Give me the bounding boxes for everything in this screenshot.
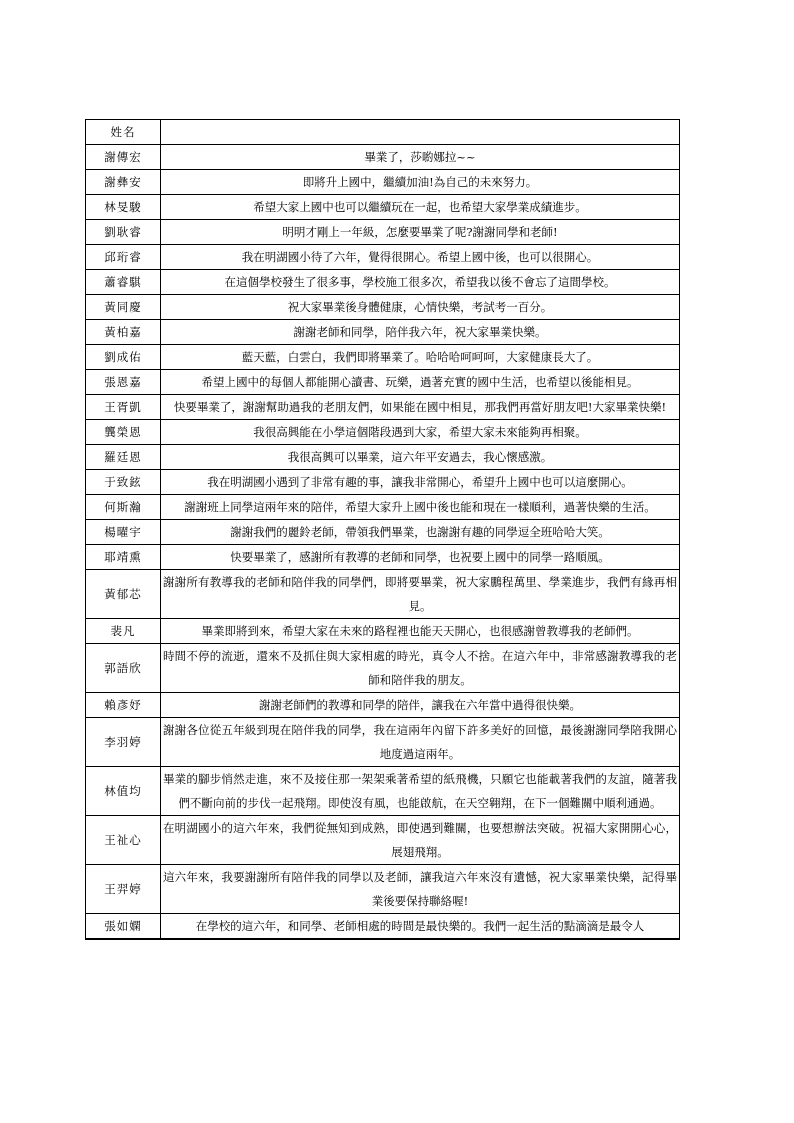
message-cell: 謝謝我們的麗鈴老師，帶領我們畢業，也謝謝有趣的同學逗全班哈哈大笑。 <box>161 520 680 545</box>
table-row <box>86 570 680 619</box>
message-cell: 畢業的腳步悄然走進，來不及接住那一架架乘著希望的紙飛機，只願它也能載著我們的友誼，隨著我們不斷向前的步伐一起飛翔。即使沒有風，也能啟航，在天空翱翔，在下一個難關中順利通過。 <box>161 767 680 816</box>
message-cell: 我在明湖國小待了六年，覺得很開心。希望上國中後，也可以很開心。 <box>161 245 680 270</box>
table-row <box>86 718 680 767</box>
student-name-cell: 黃郁芯 <box>86 570 161 619</box>
student-name-cell: 劉耿睿 <box>86 220 161 245</box>
student-name-cell: 何斯瀚 <box>86 495 161 520</box>
message-cell: 祝大家畢業後身體健康，心情快樂，考試考一百分。 <box>161 295 680 320</box>
message-cell: 快要畢業了，謝謝幫助過我的老朋友們，如果能在國中相見，那我們再當好朋友吧!大家畢業快樂! <box>161 395 680 420</box>
table-row <box>86 619 680 644</box>
message-cell: 快要畢業了，感謝所有教導的老師和同學，也祝要上國中的同學一路順風。 <box>161 545 680 570</box>
message-cell: 時間不停的流逝，還來不及抓住與大家相處的時光，真令人不捨。在這六年中，非常感謝教導我的老師和陪伴我的朋友。 <box>161 644 680 693</box>
message-cell: 即將升上國中，繼續加油!為自己的未來努力。 <box>161 170 680 195</box>
message-cell: 在學校的這六年，和同學、老師相處的時間是最快樂的。我們一起生活的點滴滴是最令人 <box>161 914 680 940</box>
table-row <box>86 420 680 445</box>
student-name-cell: 張如嫻 <box>86 914 161 940</box>
header-name-cell: 姓名 <box>86 120 161 145</box>
table-header-row <box>86 120 680 145</box>
student-name-cell: 賴彥妤 <box>86 693 161 718</box>
student-name-cell: 黃柏嘉 <box>86 320 161 345</box>
table-row <box>86 195 680 220</box>
table-row <box>86 545 680 570</box>
message-cell: 這六年來，我要謝謝所有陪伴我的同學以及老師，讓我這六年來沒有遺憾，祝大家畢業快樂，記得畢業後要保持聯絡喔! <box>161 865 680 914</box>
student-name-cell: 裴凡 <box>86 619 161 644</box>
table-row <box>86 170 680 195</box>
message-cell: 畢業了，莎喲娜拉~~ <box>161 145 680 170</box>
student-name-cell: 李羽婷 <box>86 718 161 767</box>
student-name-cell: 龔榮恩 <box>86 420 161 445</box>
student-name-cell: 黃同慶 <box>86 295 161 320</box>
message-cell: 謝謝老師們的教導和同學的陪伴，讓我在六年當中過得很快樂。 <box>161 693 680 718</box>
message-cell: 在這個學校發生了很多事，學校施工很多次，希望我以後不會忘了這間學校。 <box>161 270 680 295</box>
student-name-cell: 王祉心 <box>86 816 161 865</box>
table-row <box>86 914 680 940</box>
table-row <box>86 245 680 270</box>
student-name-cell: 耶靖熏 <box>86 545 161 570</box>
table-row <box>86 865 680 914</box>
table-row <box>86 370 680 395</box>
student-name-cell: 王羿婷 <box>86 865 161 914</box>
message-cell: 謝謝各位從五年級到現在陪伴我的同學，我在這兩年內留下許多美好的回憶，最後謝謝同學陪我開心地度過這兩年。 <box>161 718 680 767</box>
table-row <box>86 395 680 420</box>
message-cell: 我在明湖國小遇到了非常有趣的事，讓我非常開心，希望升上國中也可以這麼開心。 <box>161 470 680 495</box>
table-row <box>86 495 680 520</box>
table-row <box>86 445 680 470</box>
message-cell: 藍天藍，白雲白，我們即將畢業了。哈哈哈呵呵呵，大家健康長大了。 <box>161 345 680 370</box>
table-row <box>86 470 680 495</box>
table-row <box>86 693 680 718</box>
student-name-cell: 楊曜宇 <box>86 520 161 545</box>
messages-table <box>85 119 680 940</box>
header-message-cell <box>161 120 680 145</box>
table-row <box>86 220 680 245</box>
student-name-cell: 王胥凱 <box>86 395 161 420</box>
message-cell: 謝謝老師和同學，陪伴我六年，祝大家畢業快樂。 <box>161 320 680 345</box>
table-row <box>86 270 680 295</box>
student-name-cell: 蕭睿騏 <box>86 270 161 295</box>
table-row <box>86 816 680 865</box>
student-name-cell: 林旻駿 <box>86 195 161 220</box>
student-name-cell: 謝彝安 <box>86 170 161 195</box>
student-name-cell: 羅廷恩 <box>86 445 161 470</box>
message-cell: 畢業即將到來，希望大家在未來的路程裡也能天天開心，也很感謝曾教導我的老師們。 <box>161 619 680 644</box>
table-row <box>86 320 680 345</box>
message-cell: 在明湖國小的這六年來，我們從無知到成熟，即使遇到難關，也要想辦法突破。祝福大家開開心心，展翅飛翔。 <box>161 816 680 865</box>
student-name-cell: 謝傳宏 <box>86 145 161 170</box>
table-row <box>86 145 680 170</box>
student-name-cell: 邱珩睿 <box>86 245 161 270</box>
table-row <box>86 767 680 816</box>
table-row <box>86 520 680 545</box>
message-cell: 謝謝班上同學這兩年來的陪伴，希望大家升上國中後也能和現在一樣順利，過著快樂的生活。 <box>161 495 680 520</box>
table-row <box>86 345 680 370</box>
message-cell: 希望大家上國中也可以繼續玩在一起，也希望大家學業成績進步。 <box>161 195 680 220</box>
message-cell: 希望上國中的每個人都能開心讀書、玩樂，過著充實的國中生活，也希望以後能相見。 <box>161 370 680 395</box>
student-name-cell: 于致鉉 <box>86 470 161 495</box>
message-cell: 我很高興可以畢業，這六年平安過去，我心懷感激。 <box>161 445 680 470</box>
message-cell: 明明才剛上一年級，怎麼要畢業了呢?謝謝同學和老師! <box>161 220 680 245</box>
message-cell: 我很高興能在小學這個階段遇到大家，希望大家未來能夠再相聚。 <box>161 420 680 445</box>
student-name-cell: 林值均 <box>86 767 161 816</box>
table-row <box>86 295 680 320</box>
student-name-cell: 劉成佑 <box>86 345 161 370</box>
student-name-cell: 郭語欣 <box>86 644 161 693</box>
student-name-cell: 張恩嘉 <box>86 370 161 395</box>
table-row <box>86 644 680 693</box>
message-cell: 謝謝所有教導我的老師和陪伴我的同學們，即將要畢業，祝大家鵬程萬里、學業進步，我們有緣再相見。 <box>161 570 680 619</box>
